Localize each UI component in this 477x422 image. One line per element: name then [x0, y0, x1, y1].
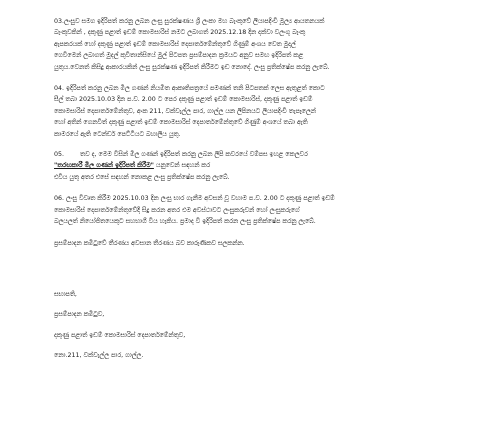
text-line: යුතුය.වෙනත් කිසිදු ආකාරයකින් ලංසු සුරක්ෂණ ඉදිරිපත් කිරීමට ඉඩ නොදේ. ලංසු ප්‍රතික්ෂේප කරනු ලැබේ.	[54, 63, 330, 71]
text-line: එවිය යුතු අතර එසේ සඳහන් නොකළ ලංසු ප්‍රතික්ෂේප කරනු ලැබේ.	[54, 173, 230, 181]
text-line: හෝ අතින් ගෙනවිත් දකුණු පළාත් ඉඩම් කොමසාරිස් දෙපාර්තමේන්තුවේ ගිණුම් අංශයේ තබා ඇති	[54, 119, 308, 127]
text-line	[54, 149, 447, 160]
text-line: සීල් තබා 2025.10.03 දින ප.ව. 2.00 ට පෙර දකුණු පළාත් ඉඩම් කොමසාරිස්, දකුණු පළාත් ඉඩම්	[54, 96, 313, 104]
paragraph-final-decision	[54, 238, 447, 249]
text-line: ගෙවීමෙන් ලබාගත් මුදල් කුවිතාන්සියේ මුල් පිටපත ප්‍රසම්පාදන ක්‍රමයට අනුව සමඟ ඉදිරිපත් කළ	[54, 52, 304, 60]
envelope-title: "තරඟකාරී මිල ගණන් ඉදිරිපත් කිරීම"	[54, 162, 154, 170]
text-line: බලයලත් නියෝජිතයෙකුට සහභාගී විය හැකිය. ප්‍රමාද වී ඉදිරිපත් කරන ලංසු ප්‍රතික්ෂේප කරනු ලැබේ.	[54, 218, 316, 226]
signature-committee: ප්‍රසම්පාදන කමිටුව,	[54, 311, 105, 319]
text-line: 04. ඉදිරිපත් කරනු ලබන මිල ගණන් නියමිත ආකෘතිපත්‍රයේ පමණක් තනි පිටපතක් ලෙස ඇතුළත් කොට	[54, 85, 325, 93]
signature-block	[54, 289, 447, 362]
paragraph-bid-security	[54, 16, 447, 73]
paragraph-bid-opening	[54, 193, 447, 227]
text-line: 03.ලංසුව සමග ඉදිරිපත් කරනු ලබන ලංසු සුරක්ෂණය ශ්‍රී ලංකා මහ බැංකුවේ ලියාපදිංචි මූල්‍ය ආයතනයක්	[54, 18, 325, 25]
text-line: ඇපකරයක් හෝ දකුණු පළාත් ඉඩම් කොමසාරිස් දෙපාර්තමේන්තුවේ ගිණුම් අංශය වෙත මුදල්	[54, 40, 296, 48]
text-line: ප්‍රසම්පාදන කමිටුවේ තීරණය අවසාන තීරණය බව කාරුණිකව සලකන්න.	[54, 239, 245, 247]
signature-address: නො.211, වක්වැල්ල පාර, ගාල්ල.	[54, 352, 144, 360]
text-line: 06. ලංසු විවෘත කිරීම 2025.10.03 දින ලංසු භාර ගැනීම අවසන් වූ වහාම ප.ව. 2.00 ට දකුණු පළාත් ඉඩම්	[54, 195, 335, 203]
text-fragment: යනුවෙන් සඳහන් කර	[153, 162, 211, 170]
text-fragment: තව ද, මෙම විසින් මිල ගණන් ඉදිරිපත් කරනු ලබන ලිපි කවරයේ වම්පස ඉහළ කෙලවර	[80, 151, 308, 159]
text-line: කාමරයේ ඇති ටෙන්ඩර් පෙට්ටියට බහාලිය යුතු.	[54, 130, 181, 138]
text-line: කොමසාරිස් දෙපාර්තමේන්තුවේදී සිදු කරන අතර එම අවස්ථාවට ලංසුකරුවන් හෝ ලංසුකරුගේ	[54, 206, 300, 214]
signature-department: දකුණු පළාත් ඉඩම් කොමසාරිස් දෙපාර්තමේන්තුව,	[54, 331, 186, 339]
text-line: කොමසාරිස් දෙපාර්තමේන්තුව, අංක 211, වක්වැල්ල පාර, ගාල්ල යන ලිපිනයට ලියාපදිංචි තැපෑලෙන්	[54, 107, 316, 115]
text-line: බැංකුවකින් , දකුණු පළාත් ඉඩම් කොමසාරිස් නමට ලබාගත් 2025.12.18 දින දක්වා වලංගු බැංකු	[54, 29, 306, 37]
signature-title: සභාපති,	[54, 290, 77, 298]
paragraph-number: 05.	[54, 151, 65, 159]
paragraph-submission	[54, 83, 447, 140]
paragraph-envelope-marking	[54, 149, 447, 183]
text-line	[54, 160, 447, 171]
